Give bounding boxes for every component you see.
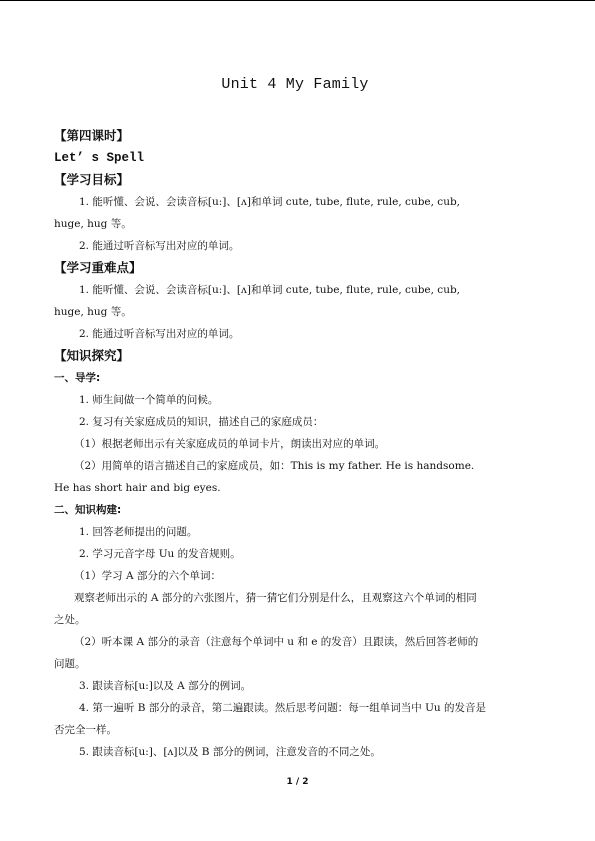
goals-item-2: 2. 能通过听音标写出对应的单词。 — [79, 240, 240, 252]
key-points-item-1-cont: huge, hug 等。 — [54, 306, 132, 318]
key-points-item-1: 1. 能听懂、会说、会读音标[u:]、[ʌ]和单词 cute, tube, flute, rule, cube, cub, — [79, 284, 461, 296]
part2-line-1: 1. 回答老师提出的问题。 — [79, 526, 198, 538]
key-points-heading: 【学习重难点】 — [54, 260, 142, 275]
part2-line-8: 5. 跟读音标[u:]、[ʌ]以及 B 部分的例词，注意发音的不同之处。 — [79, 746, 381, 758]
goals-item-1: 1. 能听懂、会说、会读音标[u:]、[ʌ]和单词 cute, tube, flute, rule, cube, cub, — [79, 196, 461, 208]
part2-heading: 二、知识构建: — [54, 504, 122, 516]
explore-heading: 【知识探究】 — [54, 348, 130, 363]
lesson-subtitle: Let’ s Spell — [54, 151, 145, 165]
part2-line-5-cont: 问题。 — [54, 658, 86, 670]
document-title: Unit 4 My Family — [221, 76, 369, 93]
part1-heading: 一、导学: — [54, 372, 101, 384]
part1-line-4-cont: He has short hair and big eyes. — [54, 482, 221, 494]
goals-item-1-cont: huge, hug 等。 — [54, 218, 132, 230]
document-body — [54, 74, 536, 763]
part1-line-2: 2. 复习有关家庭成员的知识，描述自己的家庭成员： — [79, 416, 324, 428]
page-number: 1 / 2 — [286, 777, 309, 787]
part2-line-7-cont: 否完全一样。 — [54, 724, 117, 736]
lesson-heading: 【第四课时】 — [54, 128, 130, 143]
part2-line-5: （2）听本课 A 部分的录音（注意每个单词中 u 和 e 的发音）且跟读，然后回答老师的 — [74, 636, 479, 648]
part1-line-3: （1）根据老师出示有关家庭成员的单词卡片，朗读出对应的单词。 — [74, 438, 386, 450]
part1-line-1: 1. 师生间做一个简单的问候。 — [79, 394, 219, 406]
part2-line-3: （1）学习 A 部分的六个单词： — [74, 570, 221, 582]
part1-line-4: （2）用简单的语言描述自己的家庭成员，如：This is my father. He is handsome. — [74, 460, 475, 472]
key-points-item-2: 2. 能通过听音标写出对应的单词。 — [79, 328, 240, 340]
part2-line-2: 2. 学习元音字母 Uu 的发音规则。 — [79, 548, 241, 560]
part2-line-6: 3. 跟读音标[u:]以及 A 部分的例词。 — [79, 680, 252, 692]
part2-line-4-cont: 之处。 — [54, 614, 86, 626]
top-border — [0, 0, 595, 1]
goals-heading: 【学习目标】 — [54, 172, 130, 187]
part2-line-7: 4. 第一遍听 B 部分的录音，第二遍跟读。然后思考问题：每一组单词当中 Uu 的发音是 — [79, 702, 487, 714]
part2-line-4: 观察老师出示的 A 部分的六张图片，猜一猜它们分别是什么，且观察这六个单词的相同 — [74, 592, 477, 604]
